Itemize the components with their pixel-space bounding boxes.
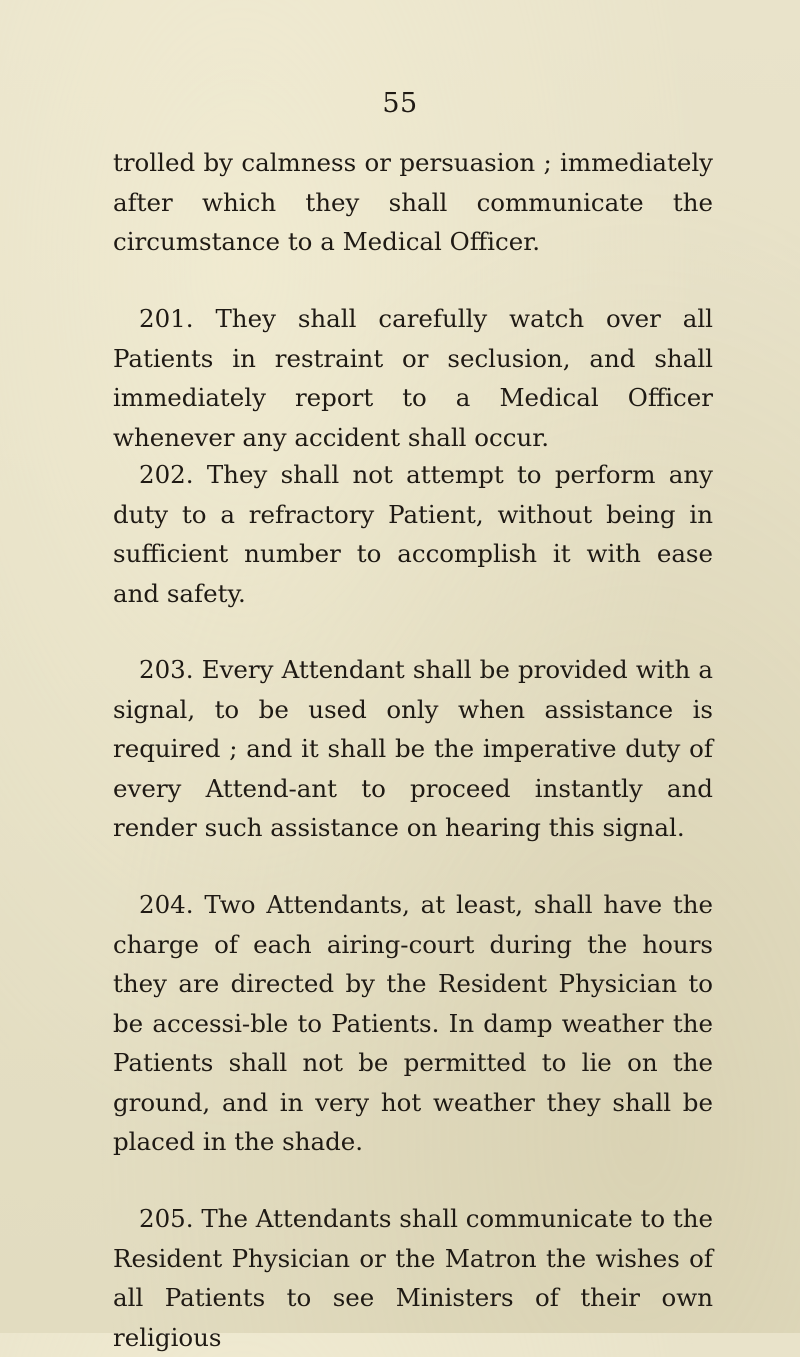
rule-201-paragraph <box>113 299 713 457</box>
rule-202-paragraph <box>113 455 713 613</box>
rule-204-paragraph <box>113 885 713 1162</box>
paragraph-text: 203. Every Attendant shall be provided with a signal, to be used only when assistance is required ; and it shall be the imperative duty of every Attend-ant to proceed instantly and render such assistance on hearing this signal. <box>113 655 713 842</box>
rule-203-paragraph <box>113 650 713 848</box>
paragraph-text: 202. They shall not attempt to perform any duty to a refractory Patient, without being in sufficient number to accomplish it with ease and safety. <box>113 460 713 608</box>
continuation-paragraph <box>113 143 713 262</box>
paragraph-text: trolled by calmness or persuasion ; immediately after which they shall communicate the circumstance to a Medical Officer. <box>113 148 713 256</box>
paragraph-text: 204. Two Attendants, at least, shall have the charge of each airing-court during the hours they are directed by the Resident Physician to be accessi-ble to Patients. In damp weather the Patients shall not be permitted to lie on the ground, and in very hot weather they shall be placed in the shade. <box>113 890 713 1156</box>
page-number: 55 <box>382 88 418 119</box>
paragraph-text: 205. The Attendants shall communicate to the Resident Physician or the Matron the wishes of all Patients to see Ministers of their own religious <box>113 1204 713 1352</box>
paragraph-text: 201. They shall carefully watch over all Patients in restraint or seclusion, and shall immediately report to a Medical Officer whenever any accident shall occur. <box>113 304 713 452</box>
rule-205-paragraph <box>113 1199 713 1357</box>
